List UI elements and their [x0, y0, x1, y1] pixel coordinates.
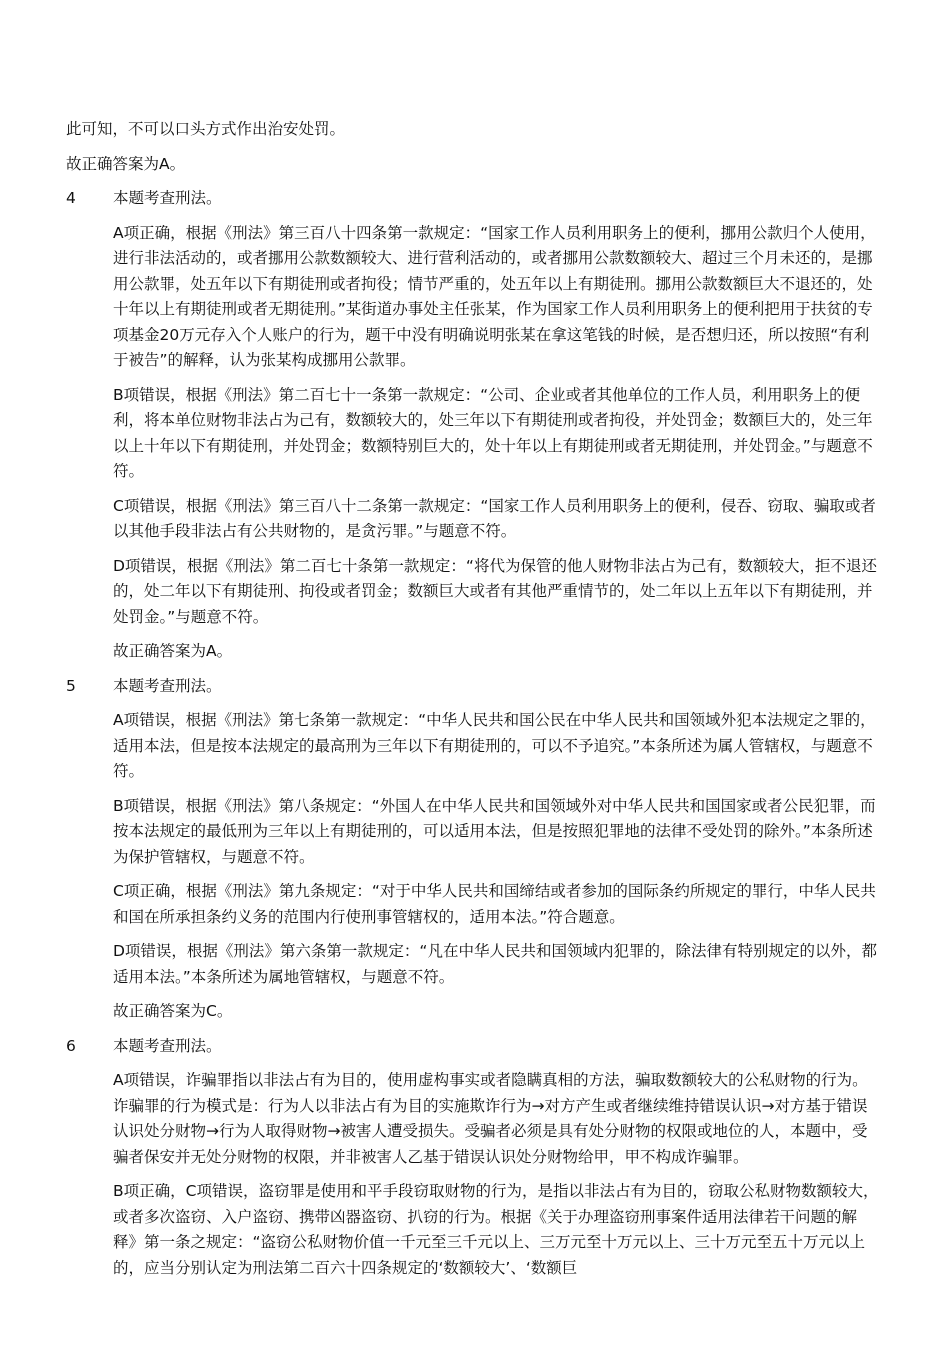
question-number: 6 [66, 1036, 76, 1055]
question-number: 5 [66, 676, 76, 695]
question-topic: 本题考查刑法。 [113, 1036, 222, 1055]
option-d-explanation: D项错误，根据《刑法》第六条第一款规定：“凡在中华人民共和国领域内犯罪的，除法律有特别规定的以外，都适用本法。”本条所述为属地管辖权，与题意不符。 [113, 942, 877, 986]
option-c-explanation: C项错误，根据《刑法》第三百八十二条第一款规定：“国家工作人员利用职务上的便利，侵吞、窃取、骗取或者以其他手段非法占有公共财物的，是贪污罪。”与题意不符。 [113, 496, 876, 540]
intro-line: 此可知，不可以口头方式作出治安处罚。 [66, 120, 346, 138]
question-header [66, 674, 880, 700]
question-5 [66, 674, 880, 1025]
option-a-explanation: A项错误，根据《刑法》第七条第一款规定：“中华人民共和国公民在中华人民共和国领域外犯本法规定之罪的，适用本法，但是按本法规定的最高刑为三年以下有期徒刑的，可以不予追究。”本条所述为属人管辖权，与题意不符。 [113, 711, 876, 780]
option-d-explanation: D项错误，根据《刑法》第二百七十条第一款规定：“将代为保管的他人财物非法占为己有，数额较大，拒不退还的，处二年以下有期徒刑、拘役或者罚金；数额巨大或者有其他严重情节的，处二年以上五年以下有期徒刑，并处罚金。”与题意不符。 [113, 556, 877, 626]
option-a-explanation: A项正确，根据《刑法》第三百八十四条第一款规定：“国家工作人员利用职务上的便利，挪用公款归个人使用，进行非法活动的，或者挪用公款数额较大、进行营利活动的，或者挪用公款数额较大、超过三个月未还的，是挪用公款罪，处五年以下有期徒刑或者拘役；情节严重的，处五年以上有期徒刑。挪用公款数额巨大不退还的，处十年以上有期徒刑或者无期徒刑。”某街道办事处主任张某，作为国家工作人员利用职务上的便利把用于扶贫的专项基金20万元存入个人账户的行为，题干中没有明确说明张某在拿这笔钱的时候，是否想归还，所以按照“有利于被告”的解释，认为张某构成挪用公款罪。 [113, 223, 876, 369]
question-6 [66, 1034, 880, 1282]
question-topic: 本题考查刑法。 [113, 676, 222, 695]
option-b-explanation: B项错误，根据《刑法》第八条规定：“外国人在中华人民共和国领域外对中华人民共和国国家或者公民犯罪，而按本法规定的最低刑为三年以上有期徒刑的，可以适用本法，但是按照犯罪地的法律不受处罚的除外。”本条所述为保护管辖权，与题意不符。 [113, 796, 876, 866]
option-b-explanation: B项错误，根据《刑法》第二百七十一条第一款规定：“公司、企业或者其他单位的工作人员，利用职务上的便利，将本单位财物非法占为己有，数额较大的，处三年以下有期徒刑或者拘役，并处罚金；数额巨大的，处三年以上十年以下有期徒刑，并处罚金；数额特别巨大的，处十年以上有期徒刑或者无期徒刑，并处罚金。”与题意不符。 [113, 385, 873, 480]
question-4 [66, 186, 880, 665]
question-number: 4 [66, 189, 76, 207]
question-topic: 本题考查刑法。 [113, 189, 222, 207]
option-bc-explanation: B项正确，C项错误，盗窃罪是使用和平手段窃取财物的行为，是指以非法占有为目的，窃取公私财物数额较大，或者多次盗窃、入户盗窃、携带凶器盗窃、扒窃的行为。根据《关于办理盗窃刑事案件适用法律若干问题的解释》第一条之规定：“盗窃公私财物价值一千元至三千元以上、三万元至十万元以上、三十万元至五十万元以上的，应当分别认定为刑法第二百六十四条规定的‘数额较大’、‘数额巨 [113, 1182, 879, 1277]
option-c-explanation: C项正确，根据《刑法》第九条规定：“对于中华人民共和国缔结或者参加的国际条约所规定的罪行，中华人民共和国在所承担条约义务的范围内行使刑事管辖权的，适用本法。”符合题意。 [113, 882, 876, 926]
correct-answer: 故正确答案为A。 [113, 642, 233, 660]
correct-answer: 故正确答案为C。 [113, 1002, 233, 1020]
question-header [66, 1034, 880, 1060]
question-header [66, 186, 880, 212]
intro-answer: 故正确答案为A。 [66, 154, 186, 173]
option-a-explanation: A项错误，诈骗罪指以非法占有为目的，使用虚构事实或者隐瞒真相的方法，骗取数额较大的公私财物的行为。诈骗罪的行为模式是：行为人以非法占有为目的实施欺诈行为→对方产生或者继续维持错误认识→对方基于错误认识处分财物→行为人取得财物→被害人遭受损失。受骗者必须是具有处分财物的权限或地位的人，本题中，受骗者保安并无处分财物的权限，并非被害人乙基于错误认识处分财物给甲，甲不构成诈骗罪。 [113, 1071, 868, 1166]
